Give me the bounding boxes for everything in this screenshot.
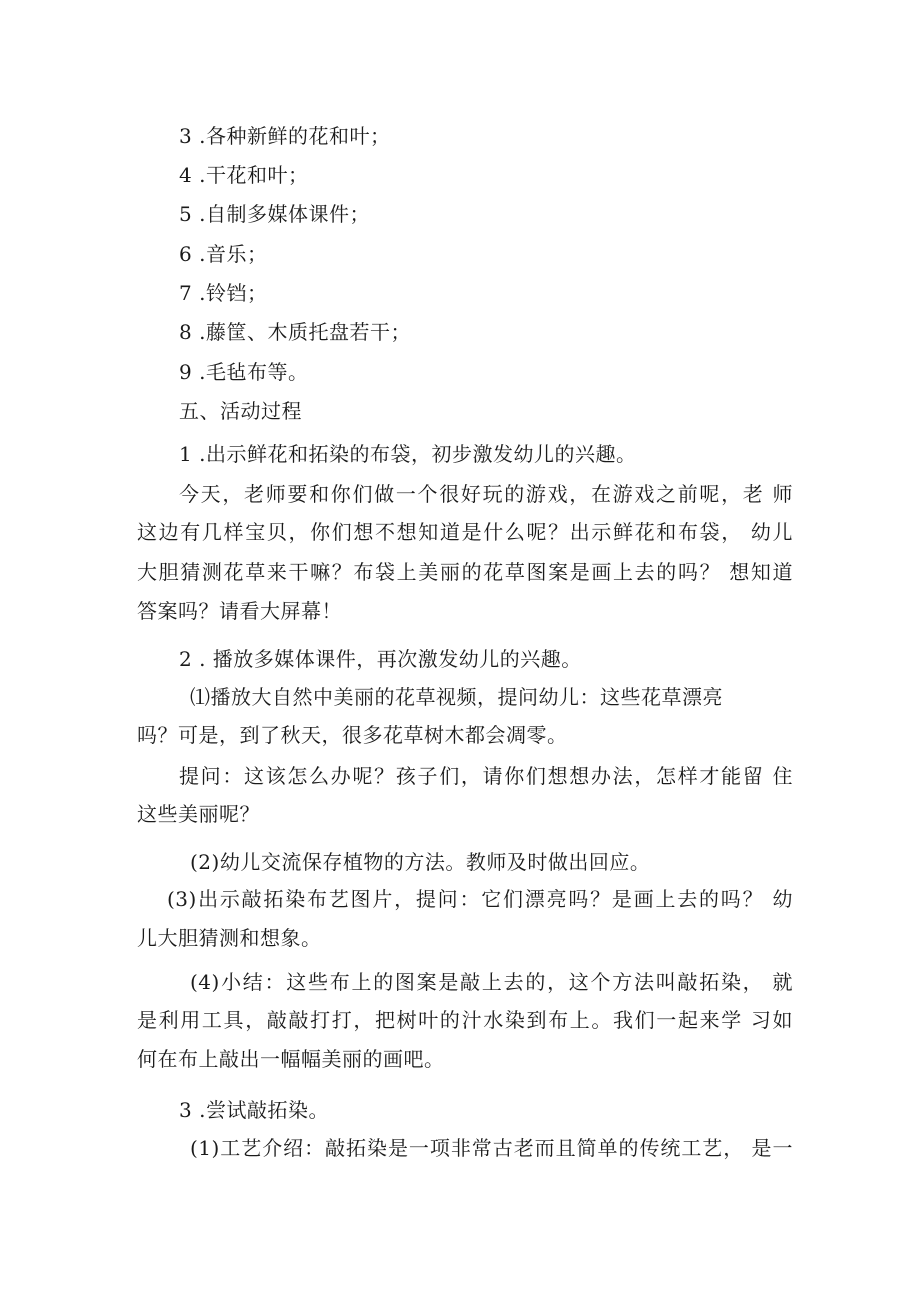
step-3-heading: 3 .尝试敲拓染。 <box>179 1098 329 1122</box>
paragraph-line: 今天，老师要和你们做一个很好玩的游戏，在游戏之前呢，老 师 <box>179 482 793 506</box>
step-2-heading: 2 . 播放多媒体课件，再次激发幼儿的兴趣。 <box>179 647 582 671</box>
paragraph-line: 大胆猜测花草来干嘛？布袋上美丽的花草图案是画上去的吗？ 想知道 <box>137 560 793 584</box>
paragraph-line: 这边有几样宝贝，你们想不想知道是什么呢？出示鲜花和布袋， 幼儿 <box>137 520 793 544</box>
list-item-6: 6 .音乐； <box>179 242 268 266</box>
paragraph-line: 儿大胆猜测和想象。 <box>137 926 322 950</box>
paragraph-line: 提问：这该怎么办呢？孩子们，请你们想想办法，怎样才能留 住 <box>179 764 793 788</box>
paragraph-line: 何在布上敲出一幅幅美丽的画吧。 <box>137 1047 445 1071</box>
paragraph-line: (2)幼儿交流保存植物的方法。教师及时做出回应。 <box>190 850 651 874</box>
list-item-5: 5 .自制多媒体课件； <box>179 202 370 226</box>
list-item-7: 7 .铃铛； <box>179 281 268 305</box>
list-item-3: 3 .各种新鲜的花和叶； <box>179 124 391 148</box>
paragraph-line: (1)工艺介绍：敲拓染是一项非常古老而且简单的传统工艺， 是一 <box>190 1136 793 1160</box>
section-heading: 五、活动过程 <box>179 399 302 423</box>
paragraph-line: 吗？可是，到了秋天，很多花草树木都会凋零。 <box>137 723 568 747</box>
paragraph-line: 是利用工具，敲敲打打，把树叶的汁水染到布上。我们一起来学 习如 <box>137 1008 793 1032</box>
list-item-9: 9 .毛毡布等。 <box>179 360 309 384</box>
paragraph-line: ⑴播放大自然中美丽的花草视频，提问幼儿：这些花草漂亮 <box>190 685 723 709</box>
paragraph-line: 答案吗？请看大屏幕！ <box>137 599 342 623</box>
paragraph-line: (4)小结：这些布上的图案是敲上去的，这个方法叫敲拓染， 就 <box>190 970 793 994</box>
list-item-8: 8 .藤筐、木质托盘若干； <box>179 320 411 344</box>
paragraph-line: (3)出示敲拓染布艺图片，提问：它们漂亮吗？是画上去的吗？ 幼 <box>167 887 793 911</box>
list-item-4: 4 .干花和叶； <box>179 163 309 187</box>
paragraph-line: 这些美丽呢？ <box>137 802 260 826</box>
step-1-heading: 1 .出示鲜花和拓染的布袋，初步激发幼儿的兴趣。 <box>179 442 637 466</box>
